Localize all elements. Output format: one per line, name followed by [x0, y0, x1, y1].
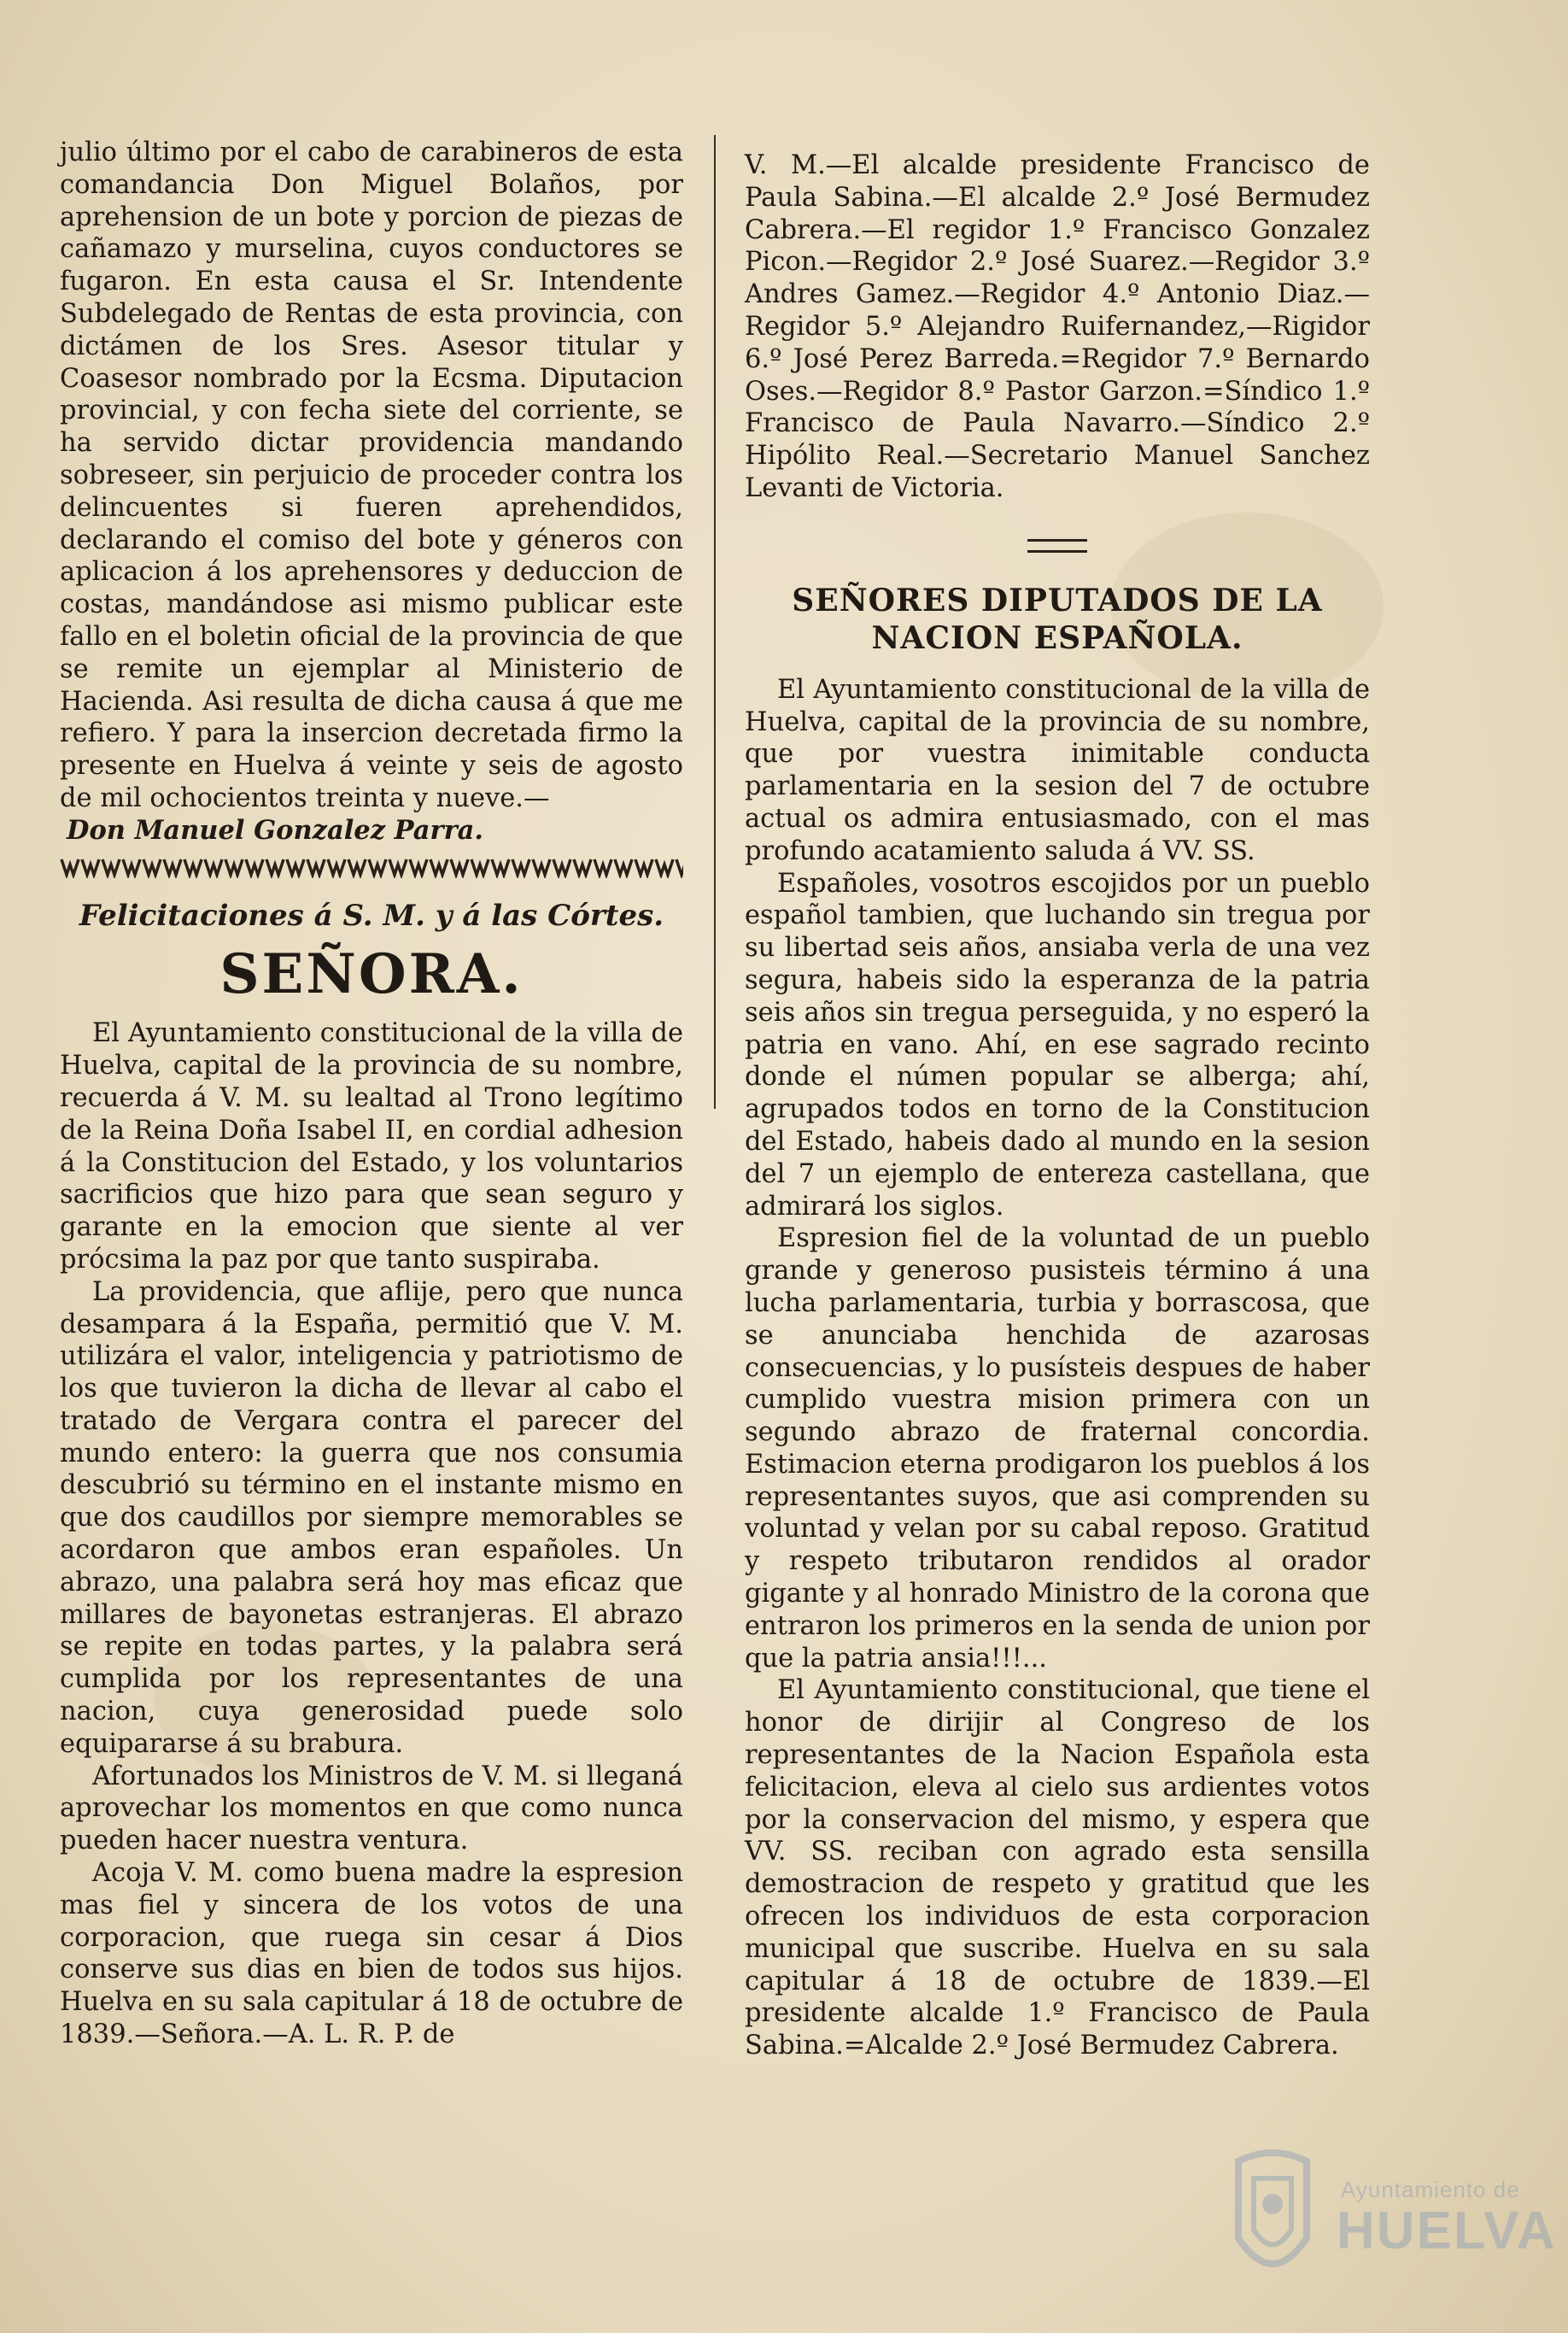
left-paragraph-1: El Ayuntamiento constitucional de la villa de Huelva, capital de la provincia de su nombre, recuerda á V. M. su lealtad al Trono legítimo de la Reina Doña Isabel II, en cordial adhesion á la Constitucion del Estado, y los voluntarios sacrificios que hizo para que sean seguro y garante en la emocion que siente al ver prócsima la paz por que tanto suspiraba. — [60, 1018, 683, 1275]
right-column — [745, 149, 1370, 2062]
coat-of-arms-icon — [1213, 2144, 1332, 2307]
left-paragraph-4: Acoja V. M. como buena madre la espresion mas fiel y sincera de los votos de una corporacion, que ruega sin cesar á Dios conserve sus dias en bien de todos sus hijos. Huelva en su sala capitular á 18 de octubre de 1839.—Señora.—A. L. R. P. de — [60, 1858, 683, 2050]
right-paragraph-4: El Ayuntamiento constitucional, que tiene el honor de dirijir al Congreso de los representantes de la Nacion Española esta felicitacion, eleva al cielo sus ardientes votos por la conservacion del mismo, y espera que VV. SS. reciban con agrado esta sensilla demostracion de respeto y gratitud que les ofrecen los individuos de esta corporacion municipal que suscribe. Huelva en su sala capitular á 18 de octubre de 1839.—El presidente alcalde 1.º Francisco de Paula Sabina.=Alcalde 2.º José Bermudez Cabrera. — [745, 1675, 1370, 2061]
watermark-text-main: HUELVA — [1337, 2201, 1557, 2260]
left-paragraph-top: julio último por el cabo de carabineros de esta comandancia Don Miguel Bolaños, por aprehension de un bote y porcion de piezas de cañamazo y murselina, cuyos conductores se fugaron. En esta causa el Sr. Intendente Subdelegado de Rentas de esta provincia, con dictámen de los Sres. Asesor titular y Coasesor nombrado por la Ecsma. Diputacion provincial, y con fecha siete del corriente, se ha servido dictar providencia mandando sobreseer, sin perjuicio de proceder contra los delincuentes si fueren aprehendidos, declarando el comiso del bote y géneros con aplicacion á los aprehensores y deduccion de costas, mandándose asi mismo publicar este fallo en el boletin oficial de la provincia de que se remite un ejemplar al Ministerio de Hacienda. Asi resulta de dicha causa á que me refiero. Y para la insercion decretada firmo la presente en Huelva á veinte y seis de agosto de mil ochocientos treinta y nueve.— — [60, 138, 683, 813]
watermark-logo — [1213, 2144, 1557, 2315]
right-paragraph-2: Españoles, vosotros escojidos por un pueblo español tambien, que luchando sin tregua por su libertad seis años, ansiaba verla de una vez segura, habeis sido la esperanza de la patria seis años sin tregua perseguida, y no esperó la patria en vano. Ahí, en ese sagrado recinto donde el númen popular se alberga; ahí, agrupados todos en torno de la Constitucion del Estado, habeis dado al mundo en la sesion del 7 un ejemplo de entereza castellana, que admirará los siglos. — [745, 868, 1370, 1222]
signature: Don Manuel Gonzalez Parra. — [67, 814, 484, 846]
column-divider — [714, 135, 716, 1109]
left-paragraph-2: La providencia, que aflije, pero que nunca desampara á la España, permitió que V. M. utilizára el valor, inteligencia y patriotismo de los que tuvieron la dicha de llevar al cabo el tratado de Vergara contra el parecer del mundo entero: la guerra que nos consumia descubrió su término en el instante mismo en que dos caudillos por siempre memorables se acordaron que ambos eran españoles. Un abrazo, una palabra será hoy mas eficaz que millares de bayonetas estranjeras. El abrazo se repite en todas partes, y la palabra será cumplida por los representantes de una nacion, cuya generosidad puede solo equipararse á su brabura. — [60, 1276, 683, 1759]
right-paragraph-top: V. M.—El alcalde presidente Francisco de Paula Sabina.—El alcalde 2.º José Bermudez Cabrera.—El regidor 1.º Francisco Gonzalez Picon.—Regidor 2.º José Suarez.—Regidor 3.º Andres Gamez.—Regidor 4.º Antonio Diaz.—Regidor 5.º Alejandro Ruifernandez,—Rigidor 6.º José Perez Barreda.=Regidor 7.º Bernardo Oses.—Regidor 8.º Pastor Garzon.=Síndico 1.º Francisco de Paula Navarro.—Síndico 2.º Hipólito Real.—Secretario Manuel Sanchez Levanti de Victoria. — [745, 150, 1370, 503]
right-paragraph-3: Espresion fiel de la voluntad de un pueblo grande y generoso pusisteis término á una lucha parlamentaria, turbia y borrascosa, que se anunciaba henchida de azarosas consecuencias, y lo pusísteis despues de haber cumplido vuestra mision primera con un segundo abrazo de fraternal concordia. Estimacion eterna prodigaron los pueblos á los representantes suyos, que asi comprenden su voluntad y velan por su cabal reposo. Gratitud y respeto tributaron rendidos al orador gigante y al honrado Ministro de la corona que entraron los primeros en la senda de union por que la patria ansia!!!... — [745, 1223, 1370, 1674]
section-title: SEÑORES DIPUTADOS DE LA NACION ESPAÑOLA. — [792, 582, 1323, 656]
right-paragraph-1: El Ayuntamiento constitucional de la villa de Huelva, capital de la provincia de su nombre, que por vuestra inimitable conducta parlamentaria en la sesion del 7 de octubre actual os admira entusiasmado, con el mas profundo acatamiento saluda á VV. SS. — [745, 674, 1370, 866]
watermark-text-top: Ayuntamiento de — [1341, 2177, 1520, 2202]
ornament-divider — [60, 856, 683, 882]
left-column — [60, 137, 683, 2051]
ornament-divider-icon — [60, 856, 683, 878]
section-subtitle: Felicitaciones á S. M. y á las Córtes. — [79, 898, 664, 933]
page-title: SEÑORA. — [219, 942, 524, 1007]
left-paragraph-3: Afortunados los Ministros de V. M. si lleganá aprovechar los momentos en que como nunca pueden hacer nuestra ventura. — [60, 1761, 683, 1856]
short-divider — [1027, 539, 1087, 553]
